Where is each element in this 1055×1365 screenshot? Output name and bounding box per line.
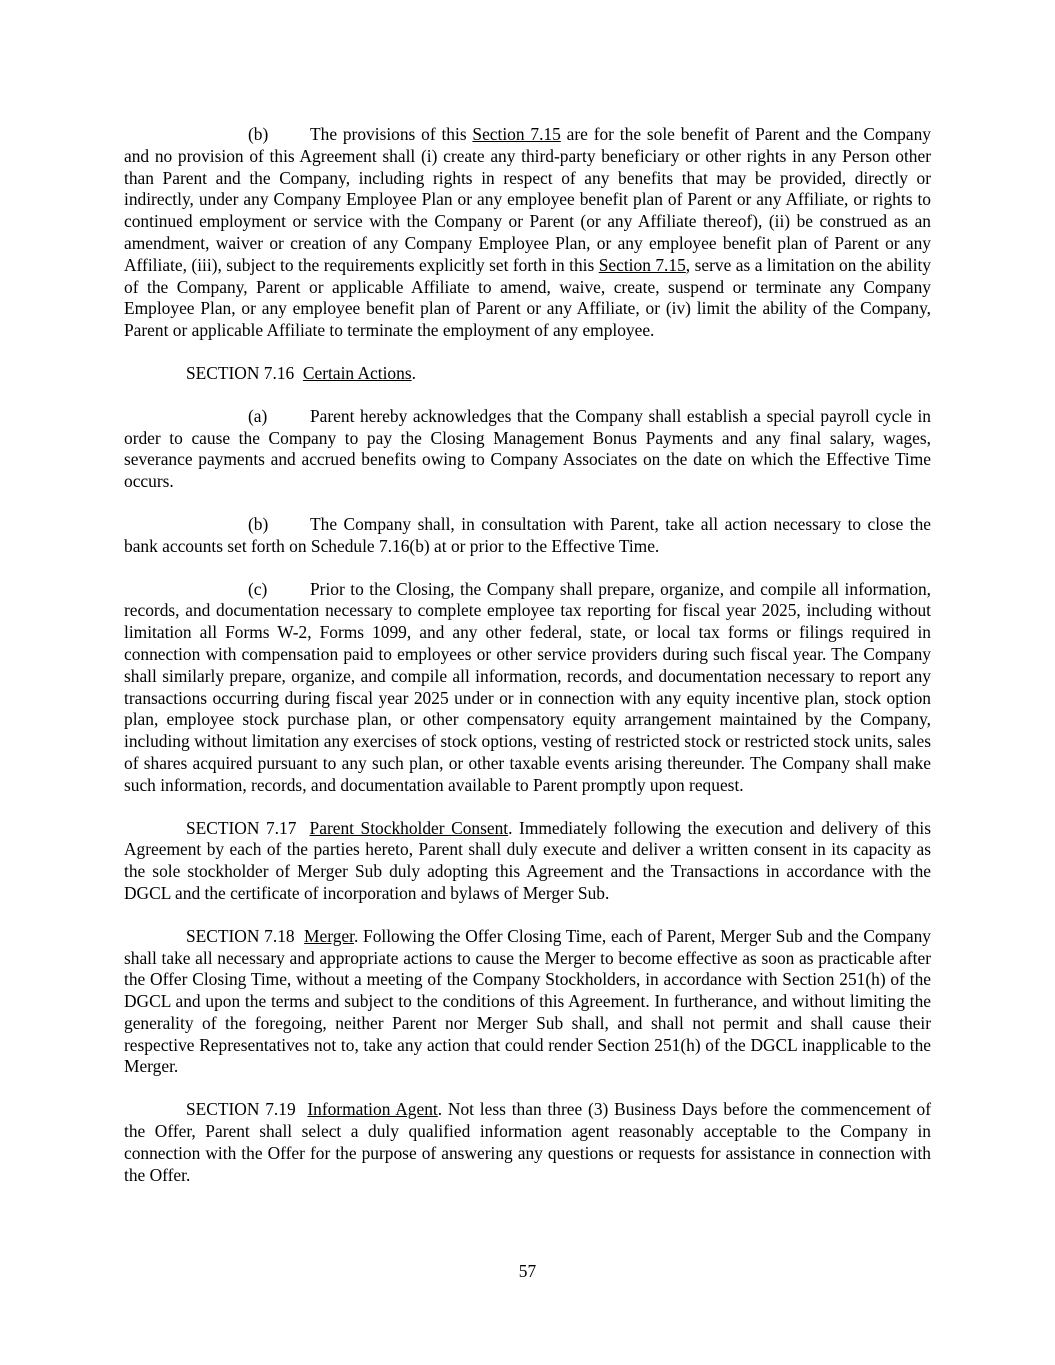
paragraph-7-16-b: (b) The Company shall, in consultation with Parent, take all action necessary to close the bank accounts set forth on Schedule 7.16(b) at or prior to the Effective Time. bbox=[124, 513, 931, 556]
section-7-19: SECTION 7.19 Information Agent. Not less than three (3) Business Days before the commencement of the Offer, Parent shall select a duly qualified information agent reasonably acceptable to the Company in connection with the Offer for the purpose of answering any questions or requests for assistance in connection with the Offer. bbox=[124, 1099, 932, 1185]
paragraph-7-16-a: (a) Parent hereby acknowledges that the Company shall establish a special payroll cycle in order to cause the Company to pay the Closing Management Bonus Payments and any final salary, wages, severance payments and accrued benefits owing to Company Associates on the date on which the Effective Time occurs. bbox=[124, 405, 931, 492]
paragraph-label: (c) bbox=[248, 578, 268, 599]
paragraph-label: (a) bbox=[248, 405, 268, 426]
paragraph-label: (b) bbox=[248, 124, 269, 144]
section-7-18: SECTION 7.18 Merger. Following the Offer Closing Time, each of Parent, Merger Sub and the Company shall take all necessary and appropriate actions to cause the Merger to become effective as soon as practicable after the Offer Closing Time, without a meeting of the Company Stockholders, in accordance with Section 251(h) of the DGCL and upon the terms and subject to the conditions of this Agreement. In furtherance, and without limiting the generality of the foregoing, neither Parent nor Merger Sub shall, and shall not permit and shall cause their respective Representatives not to, take any action that could render Section 251(h) of the DGCL inapplicable to the Merger. bbox=[124, 925, 932, 1077]
section-number: SECTION 7.18 bbox=[186, 925, 295, 946]
paragraph-7-15-b: (b) The provisions of this Section 7.15 are for the sole benefit of Parent and the Company and no provision of this Agreement shall (i) create any third-party beneficiary or other rights in any Person other than Parent and the Company, including rights in respect of any benefits that may be provided, directly or indirectly, under any Company Employee Plan or any employee benefit plan of Parent or any Affiliate, or rights to continued employment or service with the Company or Parent (or any Affiliate thereof), (ii) be construed as an amendment, waiver or creation of any Company Employee Plan, or any employee benefit plan of Parent or any Affiliate, (iii), subject to the requirements explicitly set forth in this Section 7.15, serve as a limitation on the ability of the Company, Parent or applicable Affiliate to amend, waive, create, suspend or terminate any Company Employee Plan, or any employee benefit plan of Parent or any Affiliate, or (iv) limit the ability of the Company, Parent or applicable Affiliate to terminate the employment of any employee. bbox=[124, 124, 931, 341]
section-number: SECTION 7.16 bbox=[186, 362, 295, 383]
section-number: SECTION 7.19 bbox=[186, 1099, 296, 1120]
section-reference: Section 7.15 bbox=[472, 124, 561, 144]
section-title: Information Agent bbox=[307, 1099, 438, 1120]
page-number: 57 bbox=[518, 1261, 537, 1281]
section-7-17: SECTION 7.17 Parent Stockholder Consent. Immediately following the execution and delivery of this Agreement by each of the parties hereto, Parent shall duly execute and deliver a written consent in its capacity as the sole stockholder of Merger Sub duly adopting this Agreement and the Transactions in accordance with the DGCL and the certificate of incorporation and bylaws of Merger Sub. bbox=[124, 817, 931, 903]
section-title: Merger bbox=[304, 925, 354, 946]
paragraph-label: (b) bbox=[248, 513, 269, 534]
section-number: SECTION 7.17 bbox=[186, 817, 297, 838]
section-title: Parent Stockholder Consent bbox=[309, 817, 509, 838]
paragraph-7-16-c: (c) Prior to the Closing, the Company shall prepare, organize, and compile all information, records, and documentation necessary to complete employee tax reporting for fiscal year 2025, including without limitation all Forms W-2, Forms 1099, and any other federal, state, or local tax forms or filings required in connection with compensation paid to employees or other service providers during such fiscal year. The Company shall similarly prepare, organize, and compile all information, records, and documentation necessary to report any transactions occurring during fiscal year 2025 under or in connection with any equity incentive plan, stock option plan, employee stock purchase plan, or other compensatory equity arrangement maintained by the Company, including without limitation any exercises of stock options, vesting of restricted stock or restricted stock units, sales of shares acquired pursuant to any such plan, or other taxable events arising thereunder. The Company shall make such information, records, and documentation available to Parent promptly upon request. bbox=[124, 578, 931, 795]
section-7-16-heading: SECTION 7.16 Certain Actions. bbox=[186, 362, 416, 383]
document-page bbox=[124, 124, 931, 1207]
section-title: Certain Actions bbox=[302, 362, 412, 383]
section-reference: Section 7.15 bbox=[598, 254, 686, 275]
